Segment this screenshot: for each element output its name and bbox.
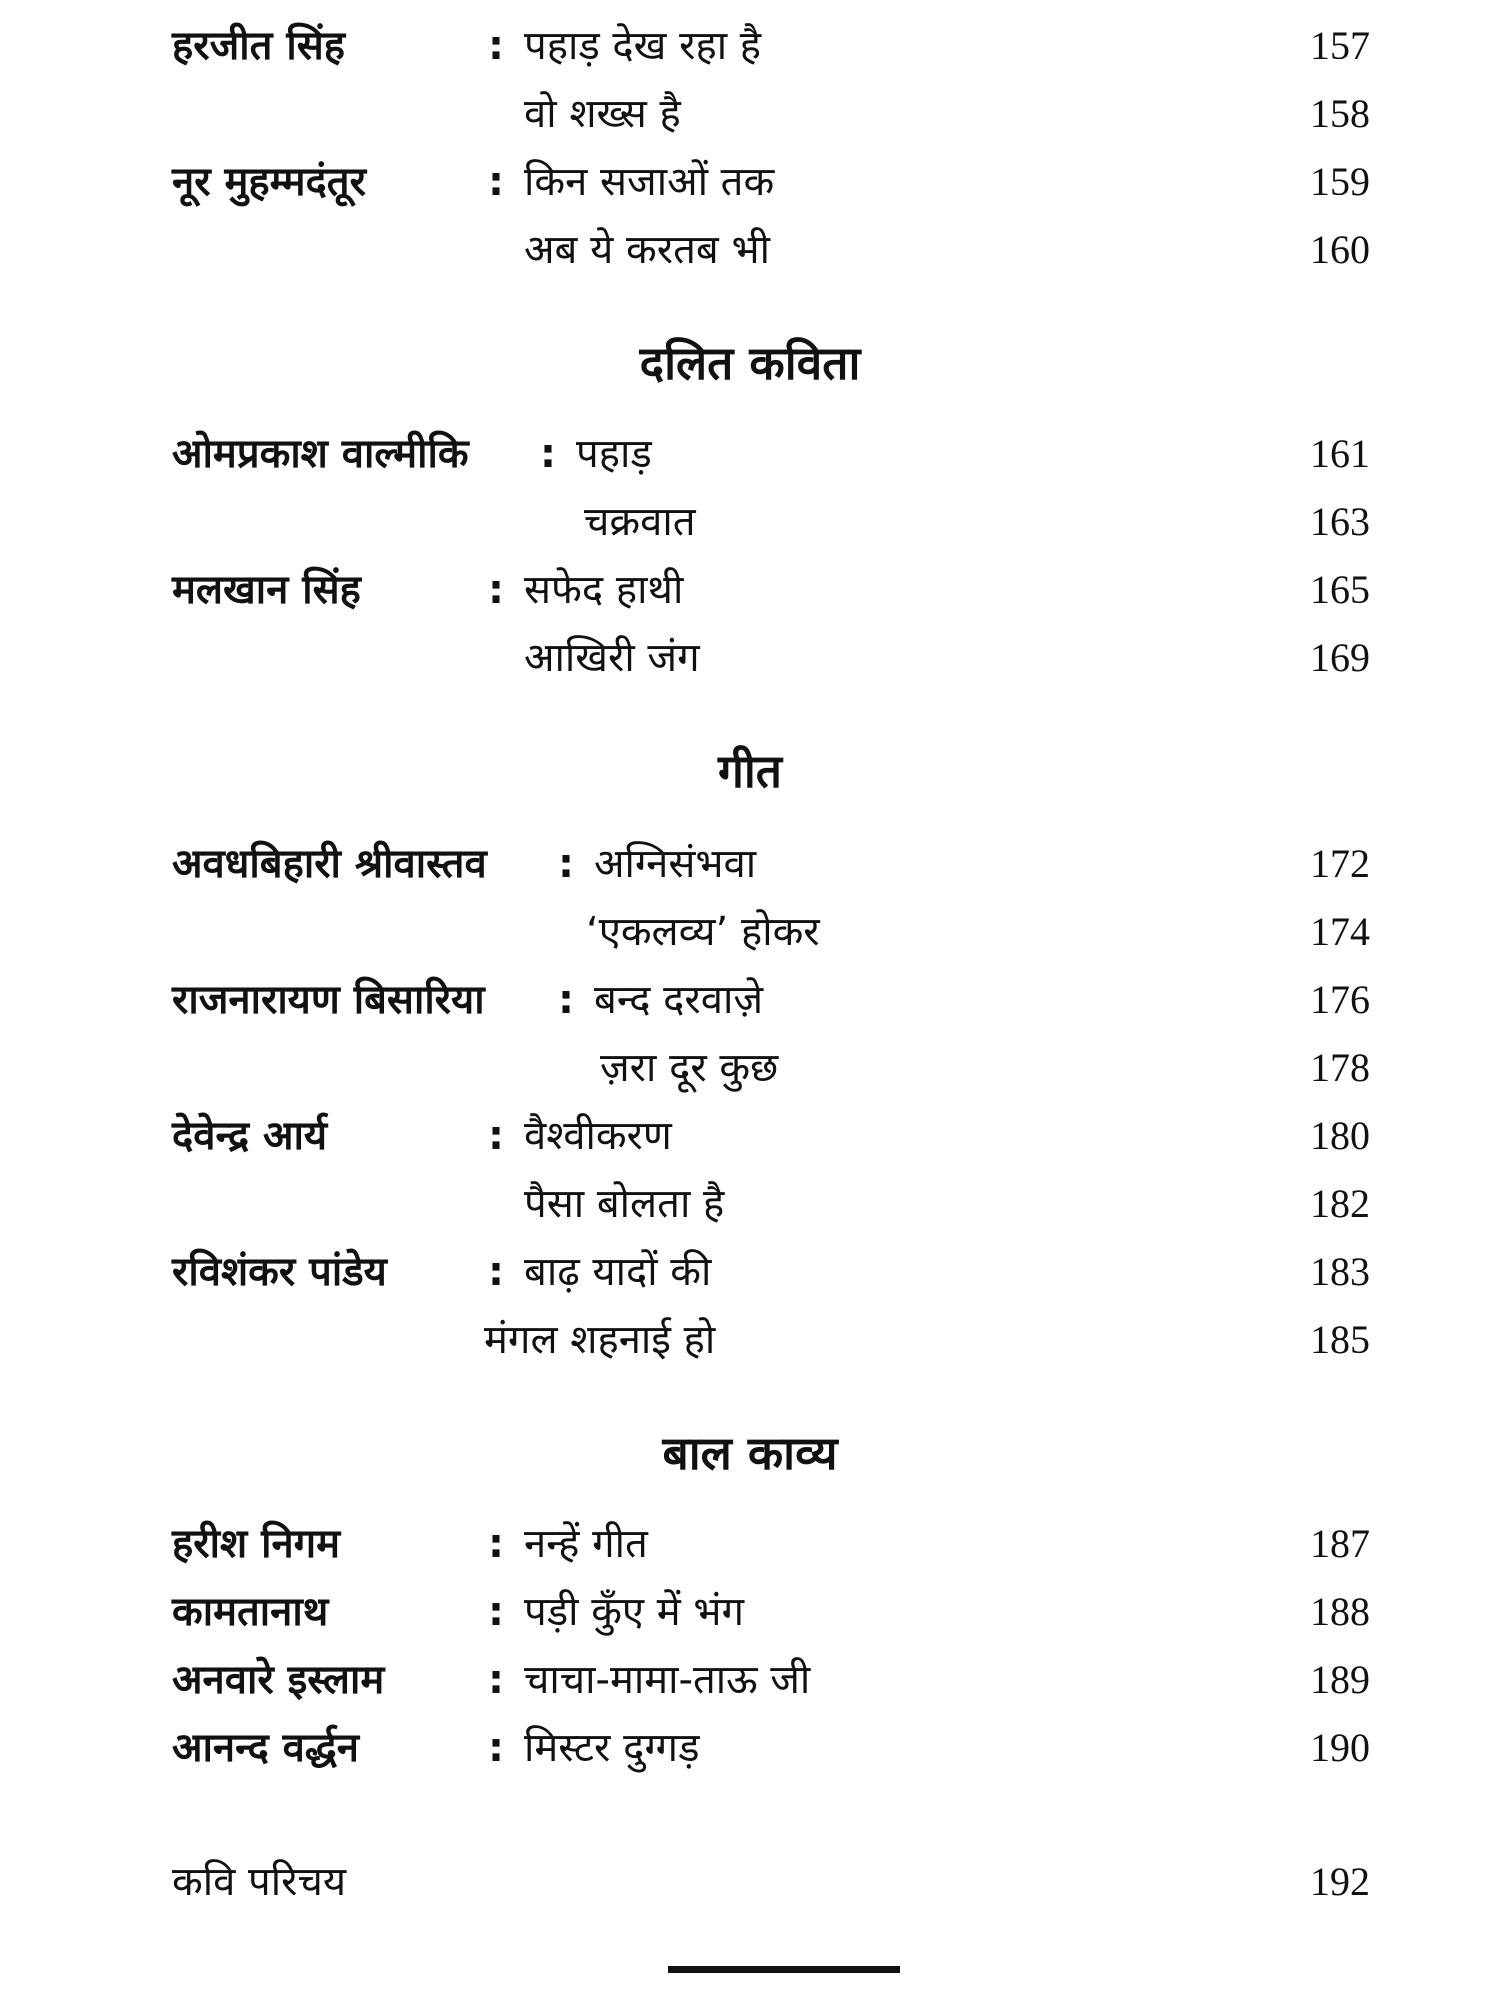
entry-page: 172 [1310,841,1370,886]
entry-page: 169 [1310,635,1370,680]
entry-author: नूर मुहम्मदंतूर [172,159,366,205]
toc-entry [0,220,1500,280]
entry-title: नन्हें गीत [524,1521,648,1567]
entry-title: मिस्टर दुग्गड़ [524,1725,700,1771]
toc-entry [0,1582,1500,1642]
toc-entry-kavi-parichay [0,1852,1500,1912]
entry-author: आनन्द वर्द्धन [172,1725,360,1771]
footer-label: कवि परिचय [172,1859,347,1905]
entry-colon: : [540,431,556,477]
toc-entry [0,1718,1500,1778]
entry-page: 160 [1310,227,1370,272]
entry-colon: : [488,1113,504,1159]
entry-page: 174 [1310,909,1370,954]
entry-title: चक्रवात [584,499,696,545]
end-rule [668,1966,900,1973]
toc-entry [0,1174,1500,1234]
entry-author: हरजीत सिंह [172,23,346,69]
entry-title: मंगल शहनाई हो [484,1317,716,1363]
toc-entry [0,1514,1500,1574]
entry-title: वैश्वीकरण [524,1113,672,1159]
entry-title: ज़रा दूर कुछ [600,1045,779,1091]
entry-author: रविशंकर पांडेय [172,1249,387,1295]
entry-page: 163 [1310,499,1370,544]
entry-page: 157 [1310,23,1370,68]
entry-page: 159 [1310,159,1370,204]
section-heading: दलित कविता [639,336,861,390]
entry-colon: : [488,159,504,205]
entry-author: कामतानाथ [172,1589,329,1635]
entry-title: पड़ी कुँए में भंग [524,1589,745,1635]
toc-entry [0,492,1500,552]
entry-title: आखिरी जंग [524,635,700,681]
entry-author: अनवारे इस्लाम [172,1657,385,1703]
entry-title: बन्द दरवाज़े [594,977,764,1023]
entry-colon: : [488,1589,504,1635]
entry-author: ओमप्रकाश वाल्मीकि [172,431,469,477]
entry-title: पहाड़ देख रहा है [524,23,762,69]
entry-title: वो शख्स है [524,91,681,137]
toc-entry [0,1106,1500,1166]
entry-title: पैसा बोलता है [524,1181,725,1227]
toc-entry [0,560,1500,620]
entry-author: राजनारायण बिसारिया [172,977,485,1023]
entry-title: चाचा-मामा-ताऊ जी [524,1657,811,1703]
entry-title: किन सजाओं तक [524,159,775,205]
toc-entry [0,424,1500,484]
toc-entry [0,1310,1500,1370]
toc-entry [0,1038,1500,1098]
toc-entry [0,152,1500,212]
entry-colon: : [558,841,574,887]
toc-entry [0,970,1500,1030]
entry-page: 188 [1310,1589,1370,1634]
entry-colon: : [488,1657,504,1703]
toc-entry [0,628,1500,688]
entry-page: 165 [1310,567,1370,612]
entry-colon: : [488,1725,504,1771]
entry-page: 190 [1310,1725,1370,1770]
entry-page: 161 [1310,431,1370,476]
entry-page: 158 [1310,91,1370,136]
footer-page: 192 [1310,1859,1370,1904]
toc-entry [0,84,1500,144]
entry-title: ‘एकलव्य’ होकर [586,909,820,955]
toc-entry [0,902,1500,962]
section-heading: गीत [717,744,783,798]
entry-page: 178 [1310,1045,1370,1090]
entry-colon: : [488,567,504,613]
toc-entry [0,1242,1500,1302]
entry-title: पहाड़ [576,431,652,477]
entry-author: मलखान सिंह [172,567,361,613]
entry-title: सफेद हाथी [524,567,684,613]
entry-author: देवेन्द्र आर्य [172,1113,328,1159]
section-heading: बाल काव्य [662,1426,838,1480]
entry-author: हरीश निगम [172,1521,341,1567]
toc-entry [0,1650,1500,1710]
entry-page: 176 [1310,977,1370,1022]
entry-title: बाढ़ यादों की [524,1249,712,1295]
entry-title: अग्निसंभवा [594,841,757,887]
entry-colon: : [488,23,504,69]
entry-page: 180 [1310,1113,1370,1158]
entry-author: अवधबिहारी श्रीवास्तव [172,841,487,887]
entry-page: 185 [1310,1317,1370,1362]
entry-page: 183 [1310,1249,1370,1294]
entry-page: 187 [1310,1521,1370,1566]
entry-colon: : [488,1249,504,1295]
entry-title: अब ये करतब भी [524,227,770,273]
entry-colon: : [558,977,574,1023]
entry-colon: : [488,1521,504,1567]
toc-entry [0,16,1500,76]
entry-page: 189 [1310,1657,1370,1702]
toc-entry [0,834,1500,894]
entry-page: 182 [1310,1181,1370,1226]
